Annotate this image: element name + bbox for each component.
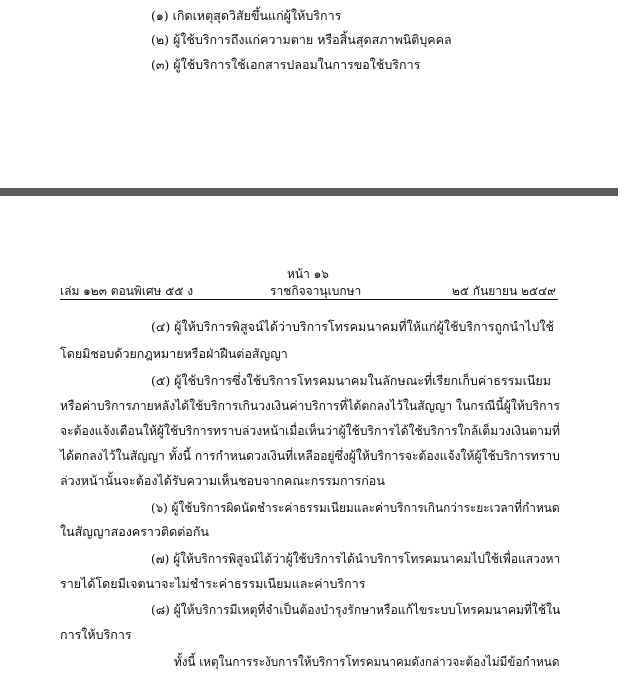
body-line: ล่วงหน้านั้นจะต้องได้รับความเห็นชอบจากคณะกรรมการก่อน	[60, 473, 385, 488]
gazette-volume: เล่ม ๑๒๓ ตอนพิเศษ ๕๕ ง	[60, 284, 194, 298]
body-line: (๘) ผู้ให้บริการมีเหตุที่จำเป็นต้องบำรุงรักษาหรือแก้ไขระบบโทรคมนาคมที่ใช้ใน	[151, 602, 561, 617]
page-number: หน้า ๑๖	[287, 267, 329, 281]
body-line: จะต้องแจ้งเตือนให้ผู้ใช้บริการทราบล่วงหน้าเมื่อเห็นว่าผู้ใช้บริการได้ใช้บริการใกล้เต็มวงเงินตามที่	[60, 423, 560, 438]
clause-2: (๒) ผู้ใช้บริการถึงแก่ความตาย หรือสิ้นสุดสภาพนิติบุคคล	[151, 32, 452, 47]
body-line: หรือค่าบริการภายหลังได้ใช้บริการเกินวงเงินค่าบริการที่ได้ตกลงไว้ในสัญญา ในกรณีนี้ผู้ให้บริการ	[60, 398, 560, 413]
header-rule	[60, 299, 558, 300]
body-line: โดยมิชอบด้วยกฎหมายหรือฝ่าฝืนต่อสัญญา	[60, 346, 288, 361]
body-line: ได้ตกลงไว้ในสัญญา ทั้งนี้ การกำหนดวงเงินที่เหลืออยู่ซึ่งผู้ให้บริการจะต้องแจ้งให้ผู้ใช้บริการทราบ	[60, 448, 560, 463]
body-line: (๔) ผู้ให้บริการพิสูจน์ได้ว่าบริการโทรคมนาคมที่ให้แก่ผู้ใช้บริการถูกนำไปใช้	[151, 319, 554, 334]
body-line: รายได้โดยมีเจตนาจะไม่ชำระค่าธรรมเนียมและค่าบริการ	[60, 576, 366, 591]
body-line: การให้บริการ	[60, 627, 132, 642]
body-line: (๕) ผู้ใช้บริการซึ่งใช้บริการโทรคมนาคมในลักษณะที่เรียกเก็บค่าธรรมเนียม	[151, 373, 551, 388]
body-line: (๖) ผู้ใช้บริการผิดนัดชำระค่าธรรมเนียมและค่าบริการเกินกว่าระยะเวลาที่กำหนด	[151, 500, 560, 515]
body-line: ทั้งนี้ เหตุในการระงับการให้บริการโทรคมนาคมดังกล่าวจะต้องไม่มีข้อกำหนด	[174, 654, 560, 669]
clause-3: (๓) ผู้ใช้บริการใช้เอกสารปลอมในการขอใช้บริการ	[151, 57, 421, 72]
gazette-date: ๒๕ กันยายน ๒๕๔๙	[452, 284, 556, 298]
page-break-divider	[0, 188, 618, 196]
body-line: ในสัญญาสองคราวติดต่อกัน	[60, 524, 209, 539]
body-line: (๗) ผู้ให้บริการพิสูจน์ได้ว่าผู้ใช้บริการได้นำบริการโทรคมนาคมไปใช้เพื่อแสวงหา	[151, 551, 561, 566]
clause-1: (๑) เกิดเหตุสุดวิสัยขึ้นแก่ผู้ให้บริการ	[151, 8, 342, 23]
gazette-title: ราชกิจจานุเบกษา	[270, 284, 362, 298]
